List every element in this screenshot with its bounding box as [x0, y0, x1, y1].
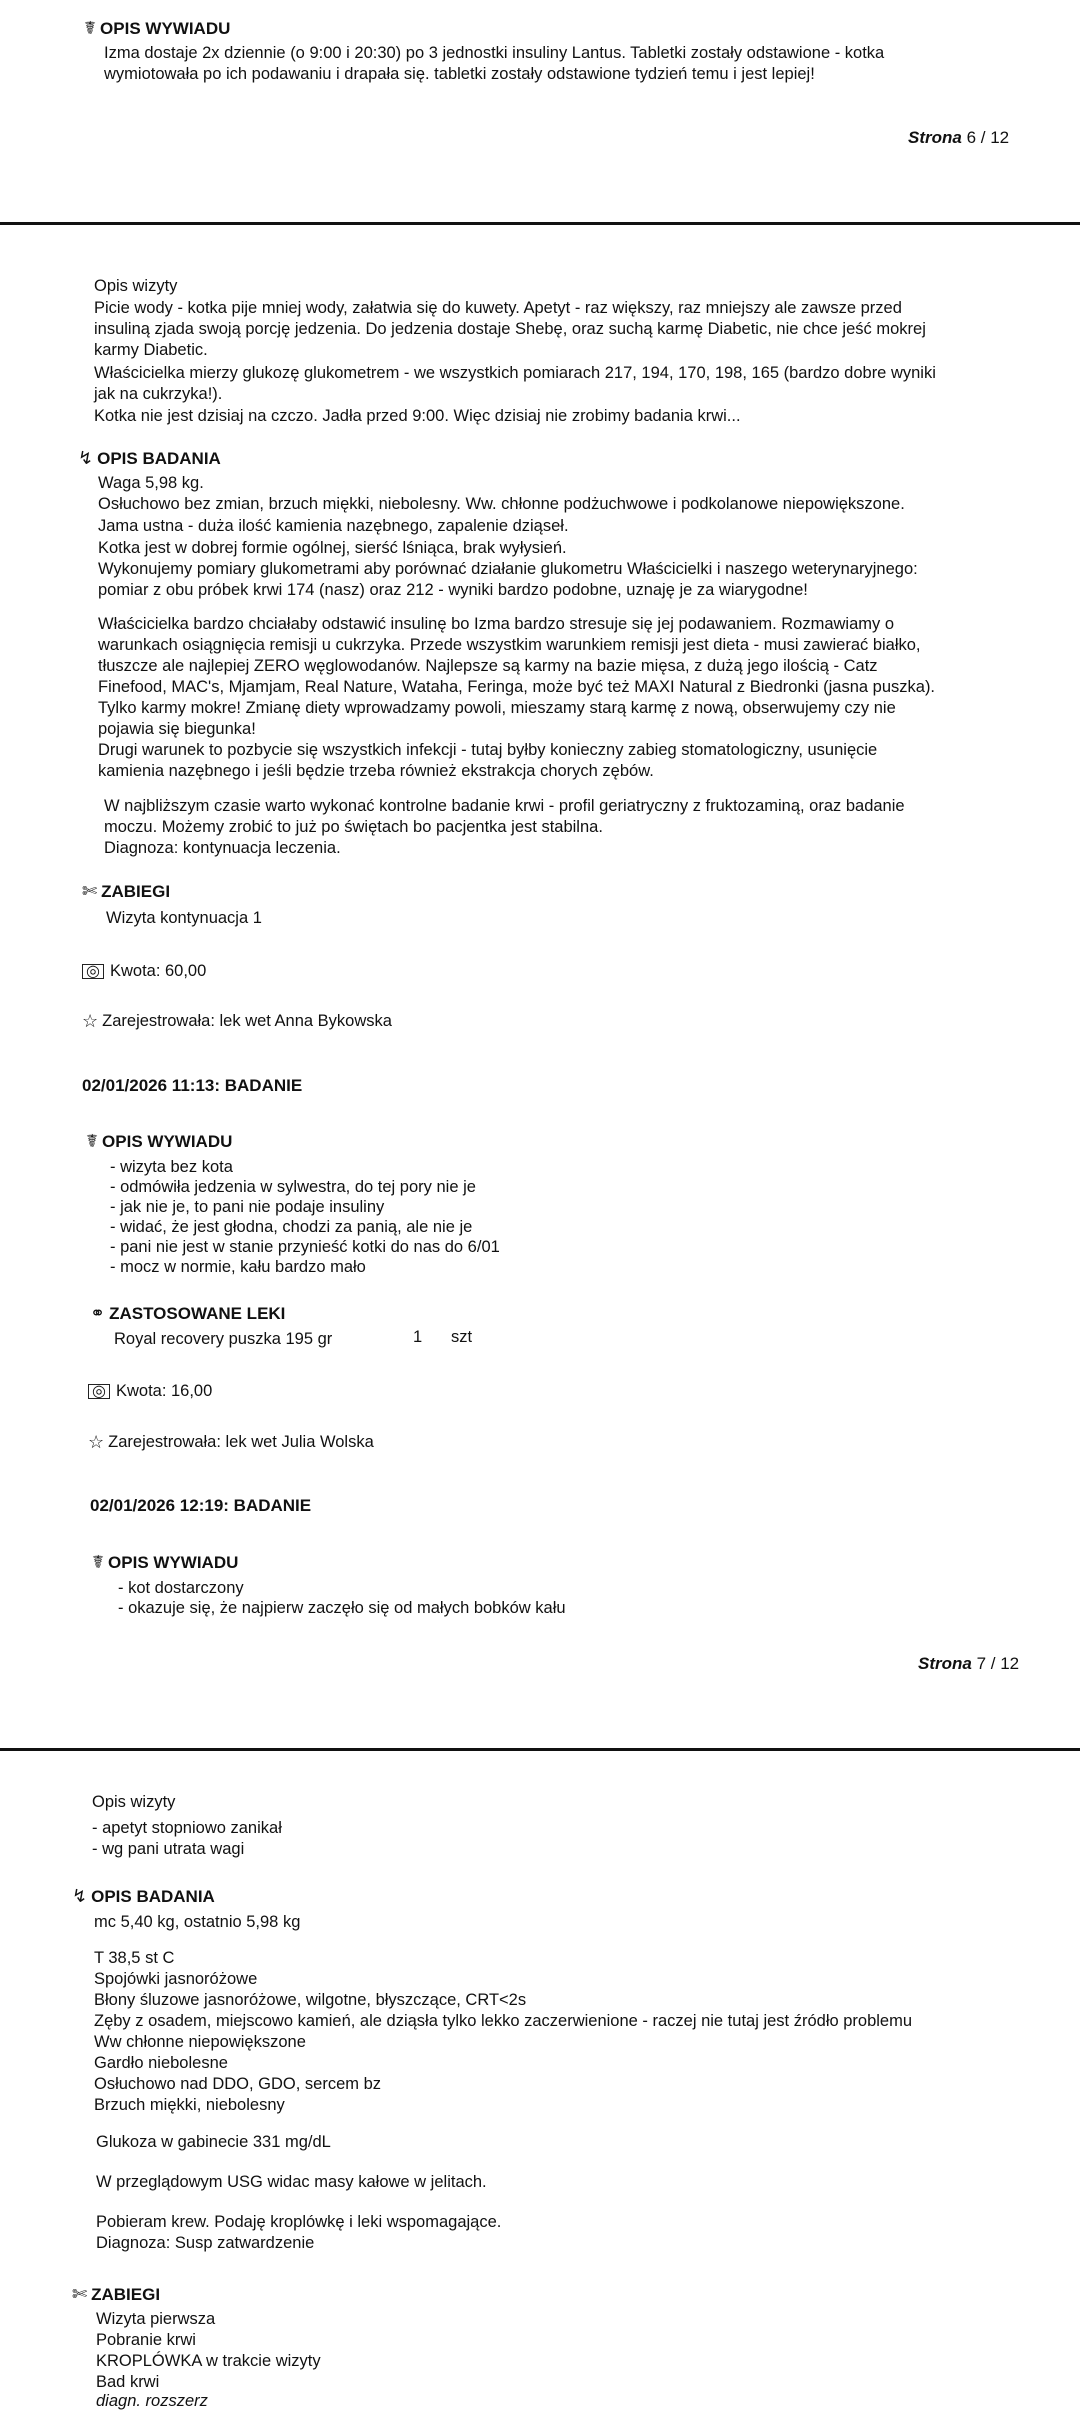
stethoscope-icon: ☤ — [84, 18, 97, 38]
page-separator — [0, 222, 1080, 225]
kwota-text: Kwota: 60,00 — [109, 962, 207, 980]
text-line: - pani nie jest w stanie przynieść kotki do nas do 6/01 — [110, 1238, 500, 1256]
text-line: pojawia się biegunka! — [98, 720, 256, 738]
zabiegi-item: Bad krwi — [96, 2373, 160, 2391]
text-line: Diagnoza: Susp zatwardzenie — [96, 2234, 315, 2252]
page-label: Strona — [908, 128, 962, 147]
page-number — [918, 1654, 1019, 1674]
zabiegi-heading — [72, 2284, 160, 2305]
text-line: Jama ustna - duża ilość kamienia nazębnego, zapalenie dziąseł. — [98, 517, 569, 535]
kwota-text: Kwota: 16,00 — [115, 1382, 213, 1400]
heading-text: OPIS WYWIADU — [108, 1552, 239, 1572]
leki-qty: 1 — [413, 1328, 423, 1346]
leki-unit: szt — [451, 1328, 473, 1346]
text-line: W najbliższym czasie warto wykonać kontrolne badanie krwi - profil geriatryczny z fruktozaminą, oraz badanie — [104, 797, 905, 815]
heading-text: ZASTOSOWANE LEKI — [109, 1303, 286, 1323]
heading-text: OPIS BADANIA — [91, 1886, 215, 1906]
page-num: 6 — [966, 128, 977, 147]
scissors-icon: ✄ — [82, 881, 98, 901]
text-line: Zęby z osadem, miejscowo kamień, ale dziąsła tylko lekko zaczerwienione - raczej nie tutaj jest źródło problemu — [94, 2012, 913, 2030]
heading-text: OPIS BADANIA — [97, 448, 221, 468]
text-line: - okazuje się, że najpierw zaczęło się od małych bobków kału — [118, 1599, 566, 1617]
text-line: Kotka jest w dobrej formie ogólnej, sierść lśniąca, brak wyłysień. — [98, 539, 567, 557]
zabiegi-item: Pobranie krwi — [96, 2331, 196, 2349]
stethoscope-icon: ☤ — [92, 1552, 105, 1572]
text-line: mc 5,40 kg, ostatnio 5,98 kg — [94, 1913, 301, 1931]
visit-title: 02/01/2026 12:19: BADANIE — [90, 1496, 312, 1515]
kwota — [88, 1381, 212, 1402]
wywiad-line: wymiotowała po ich podawaniu i drapała się. tabletki zostały odstawione tydzień temu i jest lepiej! — [104, 65, 815, 83]
heading-text: ZABIEGI — [101, 881, 171, 901]
page-6 — [0, 0, 1080, 220]
zabiegi-item: diagn. rozszerz — [96, 2392, 208, 2410]
text-line: Brzuch miękki, niebolesny — [94, 2096, 285, 2114]
page-number — [908, 128, 1009, 148]
text-line: Ww chłonne niepowiększone — [94, 2033, 306, 2051]
text-line: - kot dostarczony — [118, 1579, 244, 1597]
user-icon: ☆ — [88, 1432, 105, 1452]
zarejestrowala — [82, 1011, 392, 1032]
text-line: Osłuchowo nad DDO, GDO, sercem bz — [94, 2075, 382, 2093]
text-line: kamienia nazębnego i jeśli będzie trzeba również ekstrakcja chorych zębów. — [98, 762, 654, 780]
text-line: - wizyta bez kota — [110, 1158, 233, 1176]
text-line: Osłuchowo bez zmian, brzuch miękki, niebolesny. Ww. chłonne podżuchwowe i podkolanowe niepowiększone. — [98, 495, 905, 513]
heading-text: OPIS WYWIADU — [102, 1131, 233, 1151]
text-line: Kotka nie jest dzisiaj na czczo. Jadła przed 9:00. Więc dzisiaj nie zrobimy badania krwi... — [94, 407, 741, 425]
text-line: moczu. Możemy zrobić to już po świętach bo pacjentka jest stabilna. — [104, 818, 603, 836]
text-line: Waga 5,98 kg. — [98, 474, 204, 492]
stethoscope-icon: ☤ — [86, 1131, 99, 1151]
text-line: - odmówiła jedzenia w sylwestra, do tej pory nie je — [110, 1178, 476, 1196]
text-line: - widać, że jest głodna, chodzi za panią, ale nie je — [110, 1218, 473, 1236]
opis-wywiadu-heading — [84, 18, 230, 39]
page-8 — [0, 1752, 1080, 2410]
heading-text: OPIS WYWIADU — [100, 18, 231, 38]
opis-wywiadu-heading — [92, 1552, 238, 1573]
text-line: pomiar z obu próbek krwi 174 (nasz) oraz 212 - wyniki bardzo podobne, uznaję je za wiarygodne! — [98, 581, 808, 599]
text-line: - jak nie je, to pani nie podaje insuliny — [110, 1198, 385, 1216]
text-line: Spojówki jasnoróżowe — [94, 1970, 258, 1988]
opis-badania-heading — [78, 448, 221, 469]
text-line: Właścicielka bardzo chciałaby odstawić insulinę bo Izma bardzo stresuje się jej podawaniem. Rozmawiamy o — [98, 615, 895, 633]
heading-text: ZABIEGI — [91, 2284, 161, 2304]
page-total: / 12 — [980, 128, 1010, 147]
zarejestrowala-text: Zarejestrowała: lek wet Julia Wolska — [108, 1433, 374, 1451]
text-line: warunkach osiągnięcia remisji u cukrzyka. Przede wszystkim warunkiem remisji jest dieta - musi zawierać białko, — [98, 636, 921, 654]
opis-wizyty-title: Opis wizyty — [94, 277, 178, 295]
page-separator — [0, 1748, 1080, 1751]
thermometer-icon: ↯ — [72, 1886, 88, 1906]
text-line: insuliną zjada swoją porcję jedzenia. Do jedzenia dostaje Shebę, oraz suchą karmę Diabetic, nie chce jeść mokrej — [94, 320, 926, 338]
text-line: T 38,5 st C — [94, 1949, 175, 1967]
opis-wywiadu-heading — [86, 1131, 232, 1152]
text-line: Błony śluzowe jasnoróżowe, wilgotne, błyszczące, CRT<2s — [94, 1991, 527, 2009]
text-line: karmy Diabetic. — [94, 341, 208, 359]
text-line: Wykonujemy pomiary glukometrami aby porównać działanie glukometru Właścicielki i naszego weterynaryjnego: — [98, 560, 918, 578]
page-label: Strona — [918, 1654, 972, 1673]
visit-title: 02/01/2026 11:13: BADANIE — [82, 1076, 303, 1095]
text-line: - wg pani utrata wagi — [92, 1840, 245, 1858]
zabiegi-item: KROPLÓWKA w trakcie wizyty — [96, 2352, 321, 2370]
zarejestrowala-text: Zarejestrowała: lek wet Anna Bykowska — [102, 1012, 392, 1030]
text-line: - mocz w normie, kału bardzo mało — [110, 1258, 366, 1276]
zastosowane-leki-heading — [90, 1303, 285, 1324]
usg-line: W przeglądowym USG widac masy kałowe w jelitach. — [96, 2173, 487, 2191]
zabiegi-item: Wizyta pierwsza — [96, 2310, 216, 2328]
wywiad-line: Izma dostaje 2x dziennie (o 9:00 i 20:30) po 3 jednostki insuliny Lantus. Tabletki zostały odstawione - kotka — [104, 44, 885, 62]
money-icon: ◎ — [88, 1384, 110, 1399]
page-7 — [0, 226, 1080, 1746]
text-line: Tylko karmy mokre! Zmianę diety wprowadzamy powoli, mieszamy starą karmę z nową, obserwujemy czy nie — [98, 699, 896, 717]
thermometer-icon: ↯ — [78, 448, 94, 468]
leki-name: Royal recovery puszka 195 gr — [114, 1330, 333, 1348]
scissors-icon: ✄ — [72, 2284, 88, 2304]
zabiegi-heading — [82, 881, 170, 902]
text-line: Picie wody - kotka pije mniej wody, załatwia się do kuwety. Apetyt - raz większy, raz mniejszy ale zawsze przed — [94, 299, 902, 317]
text-line: Pobieram krew. Podaję kroplówkę i leki wspomagające. — [96, 2213, 502, 2231]
user-icon: ☆ — [82, 1011, 99, 1031]
kwota — [82, 961, 206, 982]
opis-wizyty-title: Opis wizyty — [92, 1793, 176, 1811]
opis-badania-heading — [72, 1886, 215, 1907]
text-line: - apetyt stopniowo zanikał — [92, 1819, 282, 1837]
pill-icon: ⚭ — [90, 1303, 106, 1323]
text-line: Diagnoza: kontynuacja leczenia. — [104, 839, 341, 857]
text-line: tłuszcze ale najlepiej ZERO węglowodanów. Najlepsze są karmy na bazie mięsa, z dużą jego ilością - Catz — [98, 657, 878, 675]
text-line: jak na cukrzyka!). — [94, 385, 223, 403]
page-num: 7 — [976, 1654, 987, 1673]
zarejestrowala — [88, 1432, 374, 1453]
text-line: Finefood, MAC's, Mjamjam, Real Nature, Wataha, Feringa, może być też MAXI Natural z Biedronki (jasna puszka). — [98, 678, 936, 696]
page-total: / 12 — [990, 1654, 1020, 1673]
glukoza-line: Glukoza w gabinecie 331 mg/dL — [96, 2133, 331, 2151]
money-icon: ◎ — [82, 964, 104, 979]
text-line: Drugi warunek to pozbycie się wszystkich infekcji - tutaj byłby konieczny zabieg stomatologiczny, usunięcie — [98, 741, 878, 759]
text-line: Właścicielka mierzy glukozę glukometrem - we wszystkich pomiarach 217, 194, 170, 198, 165 (bardzo dobre wyniki — [94, 364, 936, 382]
text-line: Gardło niebolesne — [94, 2054, 228, 2072]
zabiegi-item: Wizyta kontynuacja 1 — [106, 909, 262, 927]
